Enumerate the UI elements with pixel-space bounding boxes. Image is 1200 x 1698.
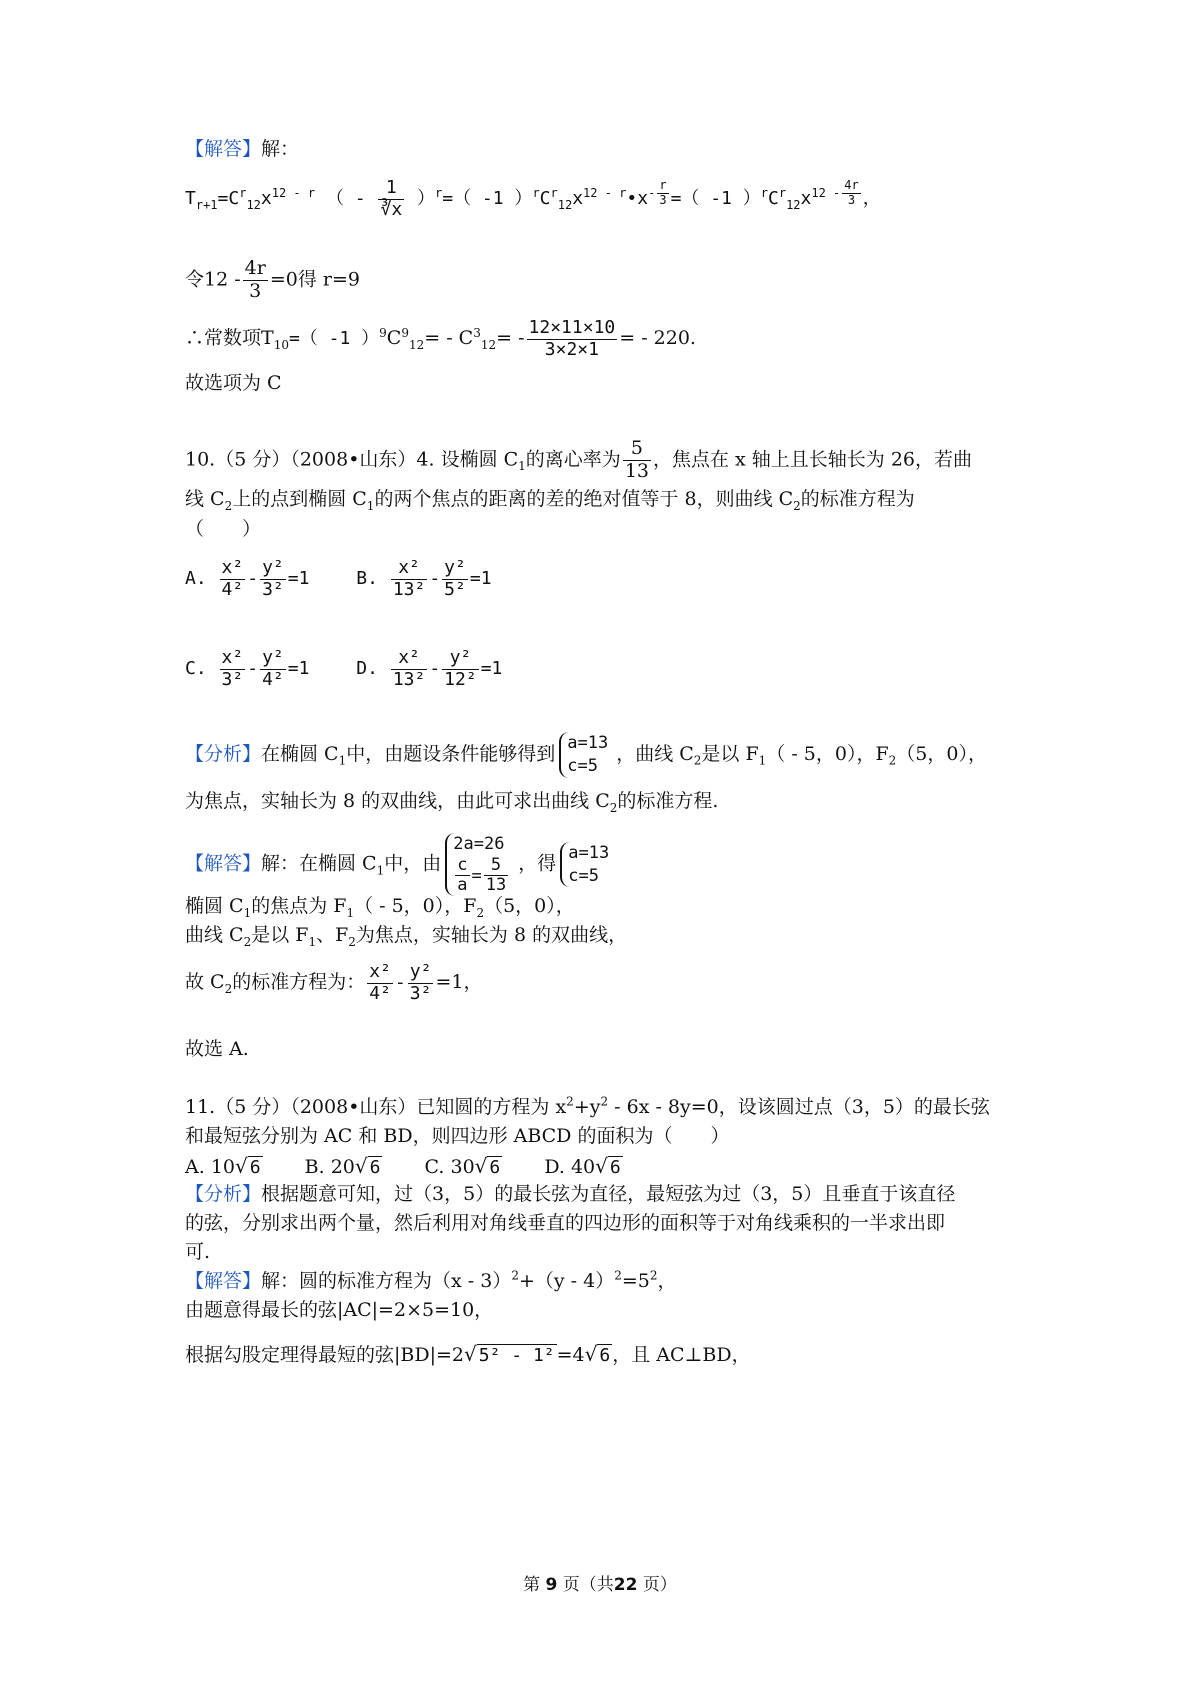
q11-analysis-line2: 的弦，分别求出两个量，然后利用对角线垂直的四边形的面积等于对角线乘积的一半求出即 xyxy=(185,1212,946,1234)
answer-tag: 【解答】 xyxy=(185,1270,262,1292)
option-b: B. 20√ 6 xyxy=(304,1154,381,1178)
answer-tag: 【解答】 xyxy=(185,138,262,160)
q11-analysis-line1: 【分析】根据题意可知，过（3，5）的最长弦为直径，最短弦为过（3，5）且垂直于该直径 xyxy=(185,1183,956,1205)
option-a: A. 10√ 6 xyxy=(185,1154,261,1178)
q11-answer-line1: 【解答】解：圆的标准方程为$(x - 3)^2+(y - 4)^2=5^2$， xyxy=(185,1268,677,1292)
q11-answer-line3: 根据勾股定理得最短的弦|BD|=2√ 5² - 1² =4√ 6 ，且 AC⊥BD， xyxy=(185,1342,751,1366)
q9-answer-heading: 【解答】解： xyxy=(185,138,300,160)
q11-options xyxy=(185,1154,659,1179)
option-c: C. 30√ 6 xyxy=(424,1154,501,1178)
option-d: D. $\frac{\text{x²}}{\text{13²}}$ - $\frac{\text{y²}}{\text{12²}}$ =1 xyxy=(356,647,503,690)
q10-options-row1 xyxy=(185,558,528,600)
answer-tag: 【解答】 xyxy=(185,852,262,875)
option-b: B. $\frac{\text{x²}}{\text{13²}}$ - $\frac{\text{y²}}{\text{5²}}$ =1 xyxy=(356,557,492,600)
fraction-one-over-cuberoot-x: $\frac{1}{∛x}$ xyxy=(380,177,403,220)
q10-answer-line4: 故 $C_2$的标准方程为： $\frac{\text{x²}}{\text{4²}}$ - $\frac{\text{y²}}{\text{3²}}$ =1， xyxy=(185,961,483,1004)
q10-analysis-line2: 为焦点，实轴长为 8 的双曲线，由此可求出曲线 $C_2$的标准方程. xyxy=(185,790,719,815)
q9-choice: 故选项为 C xyxy=(185,372,282,394)
q10-answer-blank: （ ） xyxy=(185,518,262,540)
q10-stem-line2: 线 $C_2$上的点到椭圆 $C_1$的两个焦点的距离的差的绝对值等于 8，则曲线 $C_2$的标准方程为 xyxy=(185,488,915,513)
analysis-tag: 【分析】 xyxy=(185,1183,262,1205)
q11-stem-line1: 11.（5 分）（2008•山东）已知圆的方程为 $x^2+y^2 - 6x - 8y=0$，设该圆过点（3，5）的最长弦 xyxy=(185,1094,990,1118)
page-number: 9 xyxy=(545,1575,558,1595)
q10-options-row2 xyxy=(185,648,538,690)
page-footer: 第 9 页（共22 页） xyxy=(523,1575,677,1595)
option-c: C. $\frac{\text{x²}}{\text{3²}}$ - $\frac{\text{y²}}{\text{4²}}$ =1 xyxy=(185,647,310,690)
q11-answer-line2: 由题意得最长的弦|AC|=2×5=10， xyxy=(185,1299,494,1321)
analysis-tag: 【分析】 xyxy=(185,742,262,765)
q10-answer-line1: 【解答】解：在椭圆 $C_1$中，由 2a=26 $\frac{c}{a}$ = $\frac{5}{13}$ ，得 a=13 c=5 xyxy=(185,833,617,896)
q9-solve-r: 令12 - $\frac{4r}{3}$ =0得 r=9 xyxy=(185,257,360,302)
q11-analysis-line3: 可. xyxy=(185,1241,211,1263)
option-d: D. 40√ 6 xyxy=(544,1154,621,1178)
q9-expansion-formula: $T_{r+1}=C^r_{12}x^{12 - r}$ （ - $\frac{1}{∛x}$ ）$^r$=（ -1 ）$^rC^r_{12}x^{12 - r}•x^{- \frac{r}{3}}$ =（ -1 ）$^rC^r_{12}x^{12 - \frac{4r}{3}}$ ， xyxy=(185,177,881,220)
option-a: A. $\frac{\text{x²}}{\text{4²}}$ - $\frac{\text{y²}}{\text{3²}}$ =1 xyxy=(185,557,310,600)
q10-analysis-line1: 【分析】在椭圆 $C_1$中，由题设条件能够得到 a=13 c=5 ，曲线 $C_2$是以 $F_1( - 5$，0），$F_2(5$，0）， xyxy=(185,733,987,776)
total-pages: 22 xyxy=(613,1575,638,1595)
q9-constant-term: ∴常数项$T_{10}=$（ -1 ）$^9C^9_{12}= - C^3_{12}=$ - $\frac{12\times 11\times 10}{3\times 2\times 1}$ = - 220. xyxy=(185,317,696,360)
q10-answer-choice: 故选 A. xyxy=(185,1038,249,1060)
q11-stem-line2: 和最短弦分别为 AC 和 BD，则四边形 ABCD 的面积为（ ） xyxy=(185,1125,730,1147)
q10-answer-line2: 椭圆 $C_1$的焦点为 $F_1( - 5$，0），$F_2(5$，0）， xyxy=(185,895,575,920)
q10-answer-line3: 曲线 $C_2$是以 $F_1$、$F_2$为焦点，实轴长为 8 的双曲线， xyxy=(185,924,628,949)
q10-stem-line1: 10.（5 分）（2008•山东）4. 设椭圆 $C_1$的离心率为 $\frac{5}{13}$ ，焦点在 x 轴上且长轴长为 26，若曲 xyxy=(185,437,973,482)
